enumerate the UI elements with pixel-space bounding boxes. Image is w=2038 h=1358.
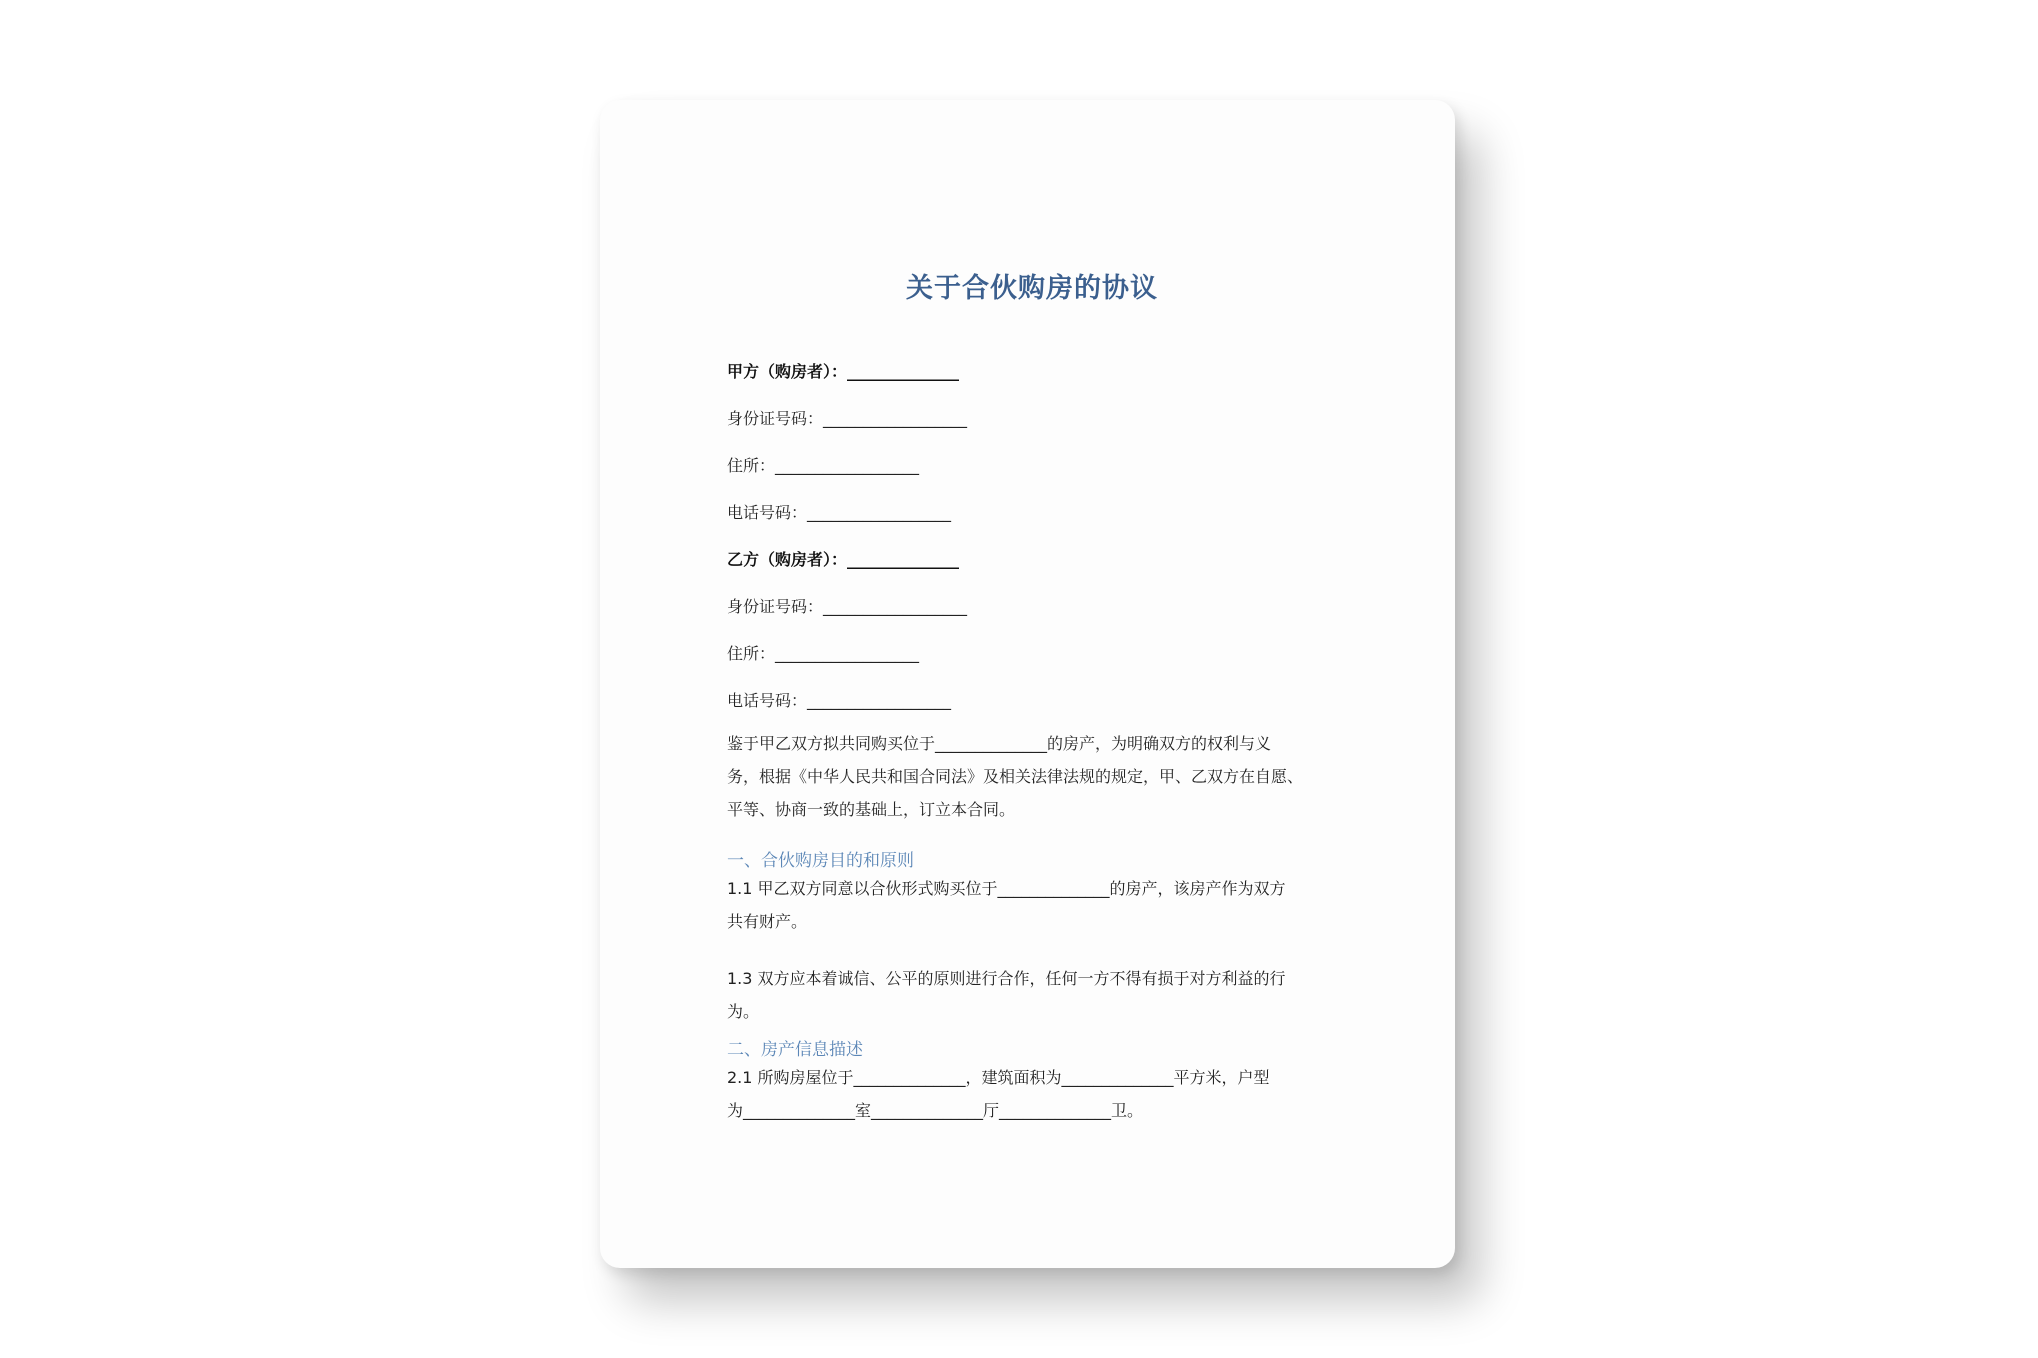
document-page (600, 100, 1455, 1268)
clause-line: 为。 (727, 1002, 760, 1021)
party-a-phone: 电话号码：__________________ (727, 503, 952, 522)
preamble-line: 务，根据《中华人民共和国合同法》及相关法律法规的规定，甲、乙双方在自愿、 (727, 767, 1304, 786)
party-a-id-number: 身份证号码：__________________ (727, 409, 968, 428)
clause-1-3 (727, 962, 1337, 1028)
preamble-paragraph (727, 727, 1337, 826)
party-b-header: 乙方（购房者）：______________ (727, 550, 960, 569)
clause-line: 1.1 甲乙双方同意以合伙形式购买位于______________的房产，该房产作为双方 (727, 879, 1286, 898)
clause-line: 共有财产。 (727, 912, 808, 931)
preamble-line: 鉴于甲乙双方拟共同购买位于______________的房产，为明确双方的权利与义 (727, 734, 1272, 753)
party-a-address: 住所：__________________ (727, 456, 920, 475)
preamble-line: 平等、协商一致的基础上，订立本合同。 (727, 800, 1016, 819)
clause-line: 2.1 所购房屋位于______________，建筑面积为______________平方米，户型 (727, 1068, 1270, 1087)
section-1-heading: 一、合伙购房目的和原则 (727, 851, 914, 871)
clause-line: 为______________室______________厅______________卫。 (727, 1101, 1144, 1120)
party-b-address: 住所：__________________ (727, 644, 920, 663)
clause-2-1 (727, 1061, 1337, 1127)
document-title: 关于合伙购房的协议 (906, 273, 1158, 304)
clause-line: 1.3 双方应本着诚信、公平的原则进行合作，任何一方不得有损于对方利益的行 (727, 969, 1286, 988)
party-b-phone: 电话号码：__________________ (727, 691, 952, 710)
section-2-heading: 二、房产信息描述 (727, 1040, 863, 1060)
clause-1-1 (727, 872, 1337, 938)
party-b-id-number: 身份证号码：__________________ (727, 597, 968, 616)
party-a-header: 甲方（购房者）：______________ (727, 362, 960, 381)
